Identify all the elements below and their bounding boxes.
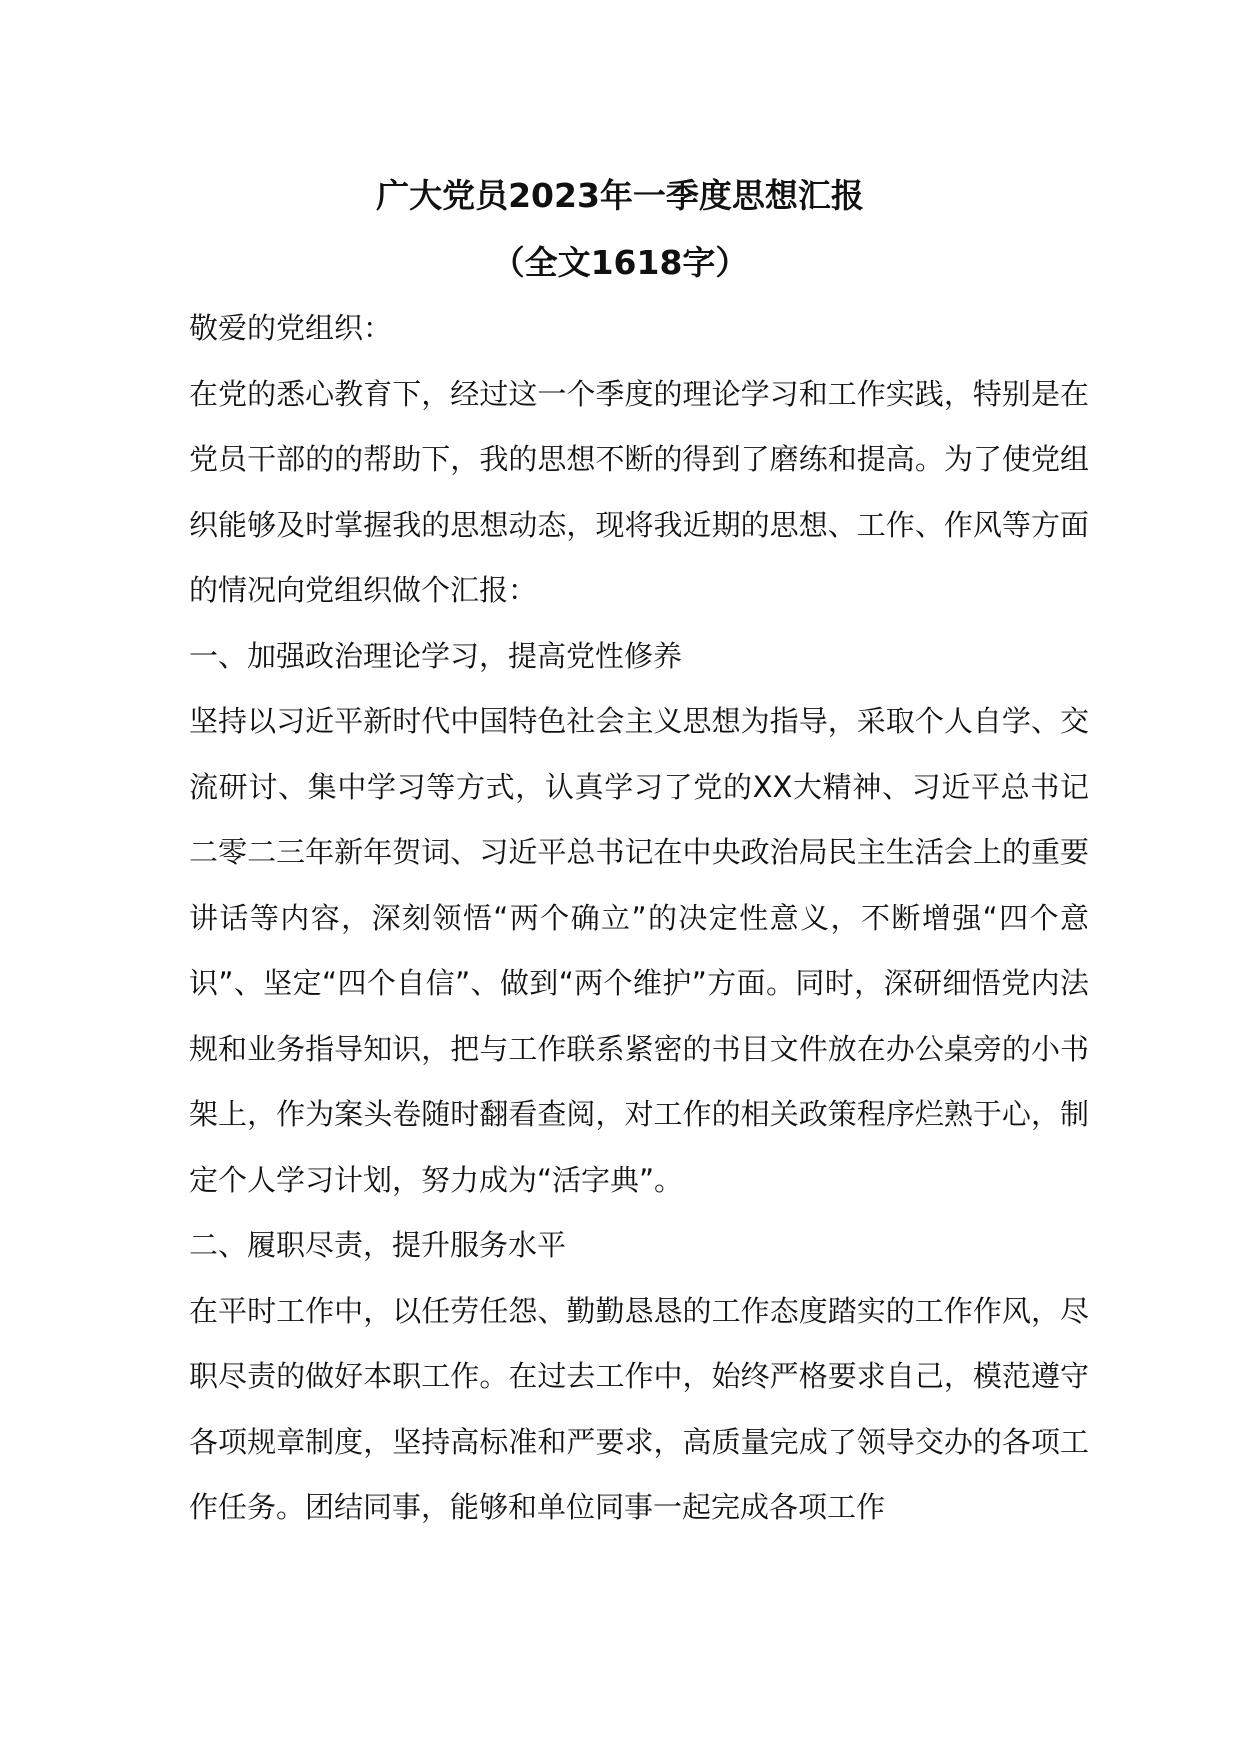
intro-paragraph: 在党的悉心教育下，经过这一个季度的理论学习和工作实践，特别是在党员干部的的帮助下，我的思想不断的得到了磨练和提高。为了使党组织能够及时掌握我的思想动态，现将我近期的思想、工作、作风等方面的情况向党组织做个汇报： bbox=[189, 376, 1089, 607]
section-2-heading: 二、履职尽责，提升服务水平 bbox=[189, 1228, 567, 1262]
document-body bbox=[189, 296, 1089, 1541]
section-1-paragraph: 坚持以习近平新时代中国特色社会主义思想为指导，采取个人自学、交流研讨、集中学习等方式，认真学习了党的XX大精神、习近平总书记二零二三年新年贺词、习近平总书记在中央政治局民主生活会上的重要讲话等内容，深刻领悟“两个确立”的决定性意义，不断增强“四个意识”、坚定“四个自信”、做到“两个维护”方面。同时，深研细悟党内法规和业务指导知识，把与工作联系紧密的书目文件放在办公桌旁的小书架上，作为案头卷随时翻看查阅，对工作的相关政策程序烂熟于心，制定个人学习计划，努力成为“活字典”。 bbox=[189, 704, 1089, 1197]
salutation: 敬爱的党组织： bbox=[189, 311, 393, 345]
section-1-heading: 一、加强政治理论学习，提高党性修养 bbox=[189, 638, 683, 673]
document-subtitle: （全文1618字） bbox=[491, 243, 749, 282]
document-title: 广大党员2023年一季度思想汇报 bbox=[376, 176, 864, 215]
section-2-paragraph: 在平时工作中，以任劳任怨、勤勤恳恳的工作态度踏实的工作作风，尽职尽责的做好本职工作。在过去工作中，始终严格要求自己，模范遵守各项规章制度，坚持高标准和严要求，高质量完成了领导交办的各项工作任务。团结同事，能够和单位同事一起完成各项工作 bbox=[189, 1293, 1089, 1524]
